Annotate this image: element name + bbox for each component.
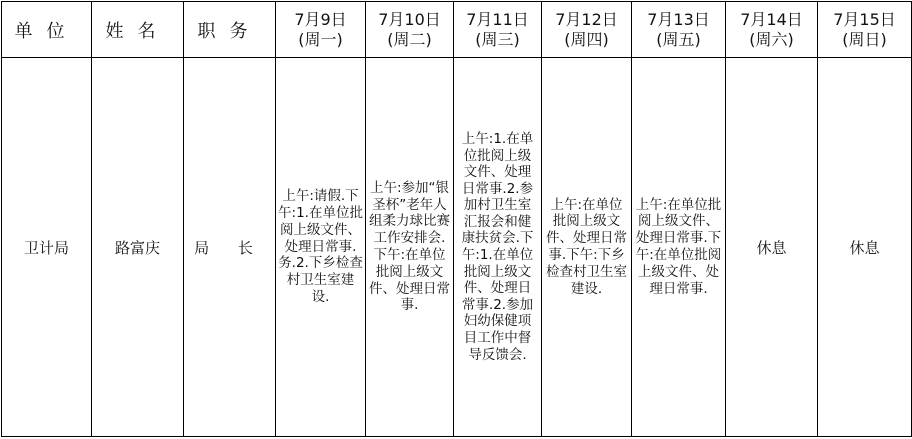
day-weekday: (周六) (749, 29, 794, 49)
day-date: 7月9日 (294, 9, 347, 29)
day-date: 7月11日 (466, 9, 529, 29)
header-position: 职务 (184, 2, 276, 58)
cell-schedule-mon: 上午:请假.下午:1.在单位批阅上级文件、处理日常事.务.2.下乡检查村卫生室建设. (276, 58, 366, 437)
header-day-thu (542, 2, 632, 58)
cell-name: 路富庆 (92, 58, 184, 437)
cell-schedule-sun: 休息 (818, 58, 912, 437)
day-weekday: (周三) (475, 29, 520, 49)
cell-position: 局 长 (184, 58, 276, 437)
day-weekday: (周二) (387, 29, 432, 49)
schedule-sheet (0, 1, 912, 439)
day-date: 7月12日 (555, 9, 618, 29)
cell-schedule-thu: 上午:在单位批阅上级文件、处理日常事.下午:下乡检查村卫生室建设. (542, 58, 632, 437)
leader-schedule-table (1, 1, 912, 437)
cell-unit: 卫计局 (2, 58, 92, 437)
header-row (2, 2, 912, 58)
cell-schedule-tue: 上午:参加“银圣杯”老年人组柔力球比赛工作安排会.下午:在单位批阅上级文件、处理日常事. (366, 58, 454, 437)
day-date: 7月15日 (833, 9, 896, 29)
cell-schedule-wed: 上午:1.在单位批阅上级文件、处理日常事.2.参加村卫生室汇报会和健康扶贫会.下午:1.在单位批阅上级文件、处理日常事.2.参加妇幼保健项目工作中督导反馈会. (454, 58, 542, 437)
day-weekday: (周四) (564, 29, 609, 49)
header-unit: 单位 (2, 2, 92, 58)
day-weekday: (周五) (656, 29, 701, 49)
schedule-row (2, 58, 912, 437)
cell-schedule-sat: 休息 (726, 58, 818, 437)
header-day-fri (632, 2, 726, 58)
header-day-sun (818, 2, 912, 58)
day-date: 7月13日 (647, 9, 710, 29)
day-weekday: (周一) (298, 29, 343, 49)
day-date: 7月14日 (740, 9, 803, 29)
header-day-mon (276, 2, 366, 58)
cell-schedule-fri: 上午:在单位批阅上级文件、处理日常事.下午:在单位批阅上级文件、处理日常事. (632, 58, 726, 437)
header-day-wed (454, 2, 542, 58)
day-date: 7月10日 (378, 9, 441, 29)
header-day-tue (366, 2, 454, 58)
header-day-sat (726, 2, 818, 58)
day-weekday: (周日) (842, 29, 887, 49)
header-name: 姓名 (92, 2, 184, 58)
